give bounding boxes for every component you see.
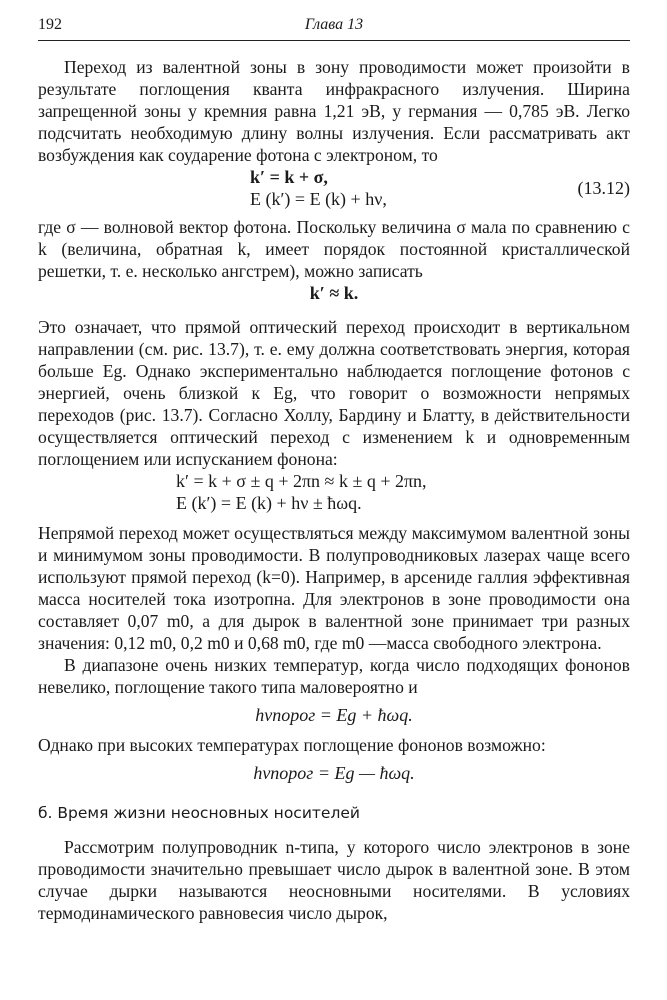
paragraph-1: Переход из валентной зоны в зону проводимости может произойти в результате поглощения кванта инфракрасного излучения. Ширина запрещенной зоны у кремния равна 1,21 эВ, у германия — 0,785 эВ. Легко подсчитать необходимую длину волны излучения. Если рассматривать акт возбуждения как соударение фотона с электроном, то (38, 57, 630, 165)
equation-13-12-line-1: k′ = k + σ, (250, 167, 328, 187)
paragraph-6: Однако при высоких температурах поглощение фононов возможно: (38, 735, 546, 755)
equation-indirect-line-1: k′ = k + σ ± q + 2πn ≈ k ± q + 2πn, (176, 471, 427, 491)
section-heading: б. Время жизни неосновных носителей (38, 804, 360, 822)
running-header (38, 16, 630, 40)
paragraph-5: В диапазоне очень низких температур, когда число подходящих фононов невелико, поглощение такого типа маловероятно и (38, 655, 630, 697)
paragraph-2: где σ — волновой вектор фотона. Поскольку величина σ мала по сравнению с k (величина, обратная k, имеет порядок постоянной кристаллической решетки, т. е. несколько ангстрем), можно записать (38, 217, 630, 281)
equation-indirect (38, 470, 630, 514)
equation-13-12 (38, 166, 630, 210)
equation-threshold-high-line: hνпорог = Eg — ħωq. (253, 763, 415, 783)
paragraph-3: Это означает, что прямой оптический переход происходит в вертикальном направлении (см. рис. 13.7), т. е. ему должна соответствовать энергия, которая больше Eg. Однако экспериментально наблюдается поглощение фотонов с энергией, очень близкой к Eg, что говорит о возможности непрямых переходов (рис. 13.7). Согласно Холлу, Бардину и Блатту, в действительности осуществляется оптический переход с изменением k и одновременным поглощением или испусканием фонона: (38, 317, 630, 469)
equation-threshold-high (38, 762, 630, 784)
chapter-title: Глава 13 (304, 16, 364, 33)
header-rule (38, 40, 630, 41)
equation-13-12-line-2: E (k′) = E (k) + hν, (250, 189, 387, 209)
equation-threshold-low (38, 704, 630, 726)
equation-indirect-line-2: E (k′) = E (k) + hν ± ħωq. (176, 493, 362, 513)
equation-k-approx (38, 282, 630, 304)
equation-k-approx-line: k′ ≈ k. (309, 283, 359, 303)
paragraph-4: Непрямой переход может осуществляться между максимумом валентной зоны и минимумом зоны проводимости. В полупроводниковых лазерах чаще всего используют прямой переход (k=0). Например, в арсениде галлия эффективная масса носителей тока изотропна. Для электронов в зоне проводимости она составляет 0,07 m0, а для дырок в валентной зоне принимает три разных значения: 0,12 m0, 0,2 m0 и 0,68 m0, где m0 —масса свободного электрона. (38, 523, 630, 653)
equation-threshold-low-line: hνпорог = Eg + ħωq. (255, 705, 413, 725)
equation-number: (13.12) (577, 178, 630, 198)
paragraph-7: Рассмотрим полупроводник n-типа, у которого число электронов в зоне проводимости значительно превышает число дырок в валентной зоне. В этом случае дырки называются неосновными носителями. В условиях термодинамического равновесия число дырок, (38, 837, 630, 923)
page-number: 192 (38, 16, 62, 33)
page-body (38, 56, 630, 924)
